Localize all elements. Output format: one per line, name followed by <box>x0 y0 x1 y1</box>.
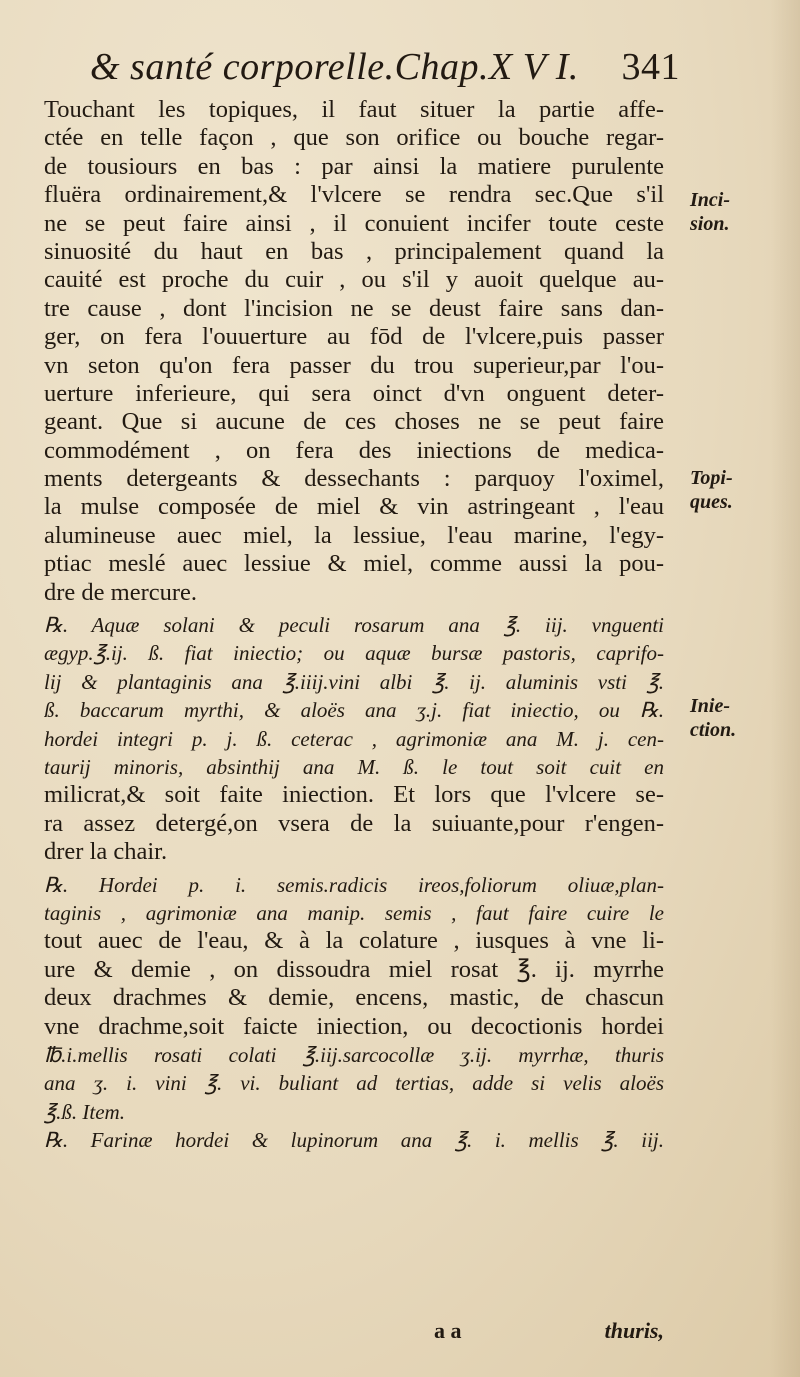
catchword: thuris, <box>604 1318 664 1343</box>
text-line: uerture inferieure, qui sera oinct d'vn onguent deter- <box>44 379 664 407</box>
text-line: dre de mercure. <box>44 578 198 606</box>
text-line: ger, on fera l'ouuerture au fōd de l'vlcere,puis passer <box>44 323 664 351</box>
page-number: 341 <box>621 46 680 88</box>
running-title: & santé corporelle.Chap.X V I. <box>90 46 579 88</box>
text-line: drer la chair. <box>44 838 168 866</box>
page-edge-shadow <box>770 0 800 1377</box>
recipe-line: ℞. Farinæ hordei & lupinorum ana ℥. i. mellis ℥. iij. <box>44 1128 664 1153</box>
text-line: alumineuse auec miel, la lessiue, l'eau marine, l'egy- <box>44 521 664 549</box>
signature-mark: a a <box>434 1318 462 1343</box>
text-line: geant. Que si aucune de ces choses ne se peut faire <box>44 408 664 436</box>
text-line: commodément , on fera des iniections de medica- <box>44 436 664 464</box>
recipe-line: ℔.i.mellis rosati colati ℥.iij.sarcocollæ ʒ.ij. myrrhæ, thuris <box>44 1042 664 1067</box>
text-line: vne drachme,soit faicte iniection, ou decoctionis hordei <box>44 1012 664 1040</box>
recipe-line: ℥.ß. Item. <box>44 1099 125 1124</box>
recipe-line: taurij minoris, absinthij ana M. ß. le tout soit cuit en <box>44 754 664 779</box>
text-line: la mulse composée de miel & vin astringeant , l'eau <box>44 493 664 521</box>
text-line: tout auec de l'eau, & à la colature , iusques à vne li- <box>44 927 664 955</box>
text-line: cauité est proche du cuir , ou s'il y auoit quelque au- <box>44 266 664 294</box>
text-line: ra assez detergé,on vsera de la suiuante,pour r'engen- <box>44 809 664 837</box>
text-line: Touchant les topiques, il faut situer la partie affe- <box>44 96 664 123</box>
recipe-line: lij & plantaginis ana ℥.iiij.vini albi ℥. ij. aluminis vsti ℥. <box>44 669 664 694</box>
recipe-line: ℞. Hordei p. i. semis.radicis ireos,foliorum oliuæ,plan- <box>44 872 664 897</box>
running-header <box>90 42 680 92</box>
margin-note-iniection: Inie- ction. <box>690 695 737 741</box>
text-line: ptiac meslé auec lessiue & miel, comme aussi la pou- <box>44 550 664 578</box>
text-line: de tousiours en bas : par ainsi la matiere purulente <box>44 152 664 180</box>
recipe-line: ægyp.℥.ij. ß. fiat iniectio; ou aquæ bursæ pastoris, caprifo- <box>44 641 664 666</box>
margin-note-topiques: Topi- ques. <box>690 467 733 513</box>
margin-note-incision: Inci- sion. <box>690 189 730 235</box>
page-footer <box>44 1318 664 1348</box>
recipe-line: ß. baccarum myrthi, & aloës ana ʒ.j. fiat iniectio, ou ℞. <box>44 698 664 723</box>
text-line: vn seton qu'on fera passer du trou superieur,par l'ou- <box>44 351 664 379</box>
text-line: ctée en telle façon , que son orifice ou bouche regar- <box>44 124 664 152</box>
recipe-line: taginis , agrimoniæ ana manip. semis , faut faire cuire le <box>44 900 664 925</box>
body-text <box>44 96 664 1154</box>
recipe-line: ℞. Aquæ solani & peculi rosarum ana ℥. iij. vnguenti <box>44 613 664 638</box>
text-line: ne se peut faire ainsi , il conuient incifer toute ceste <box>44 209 664 237</box>
text-line: fluëra ordinairement,& l'vlcere se rendra sec.Que s'il <box>44 181 664 209</box>
recipe-line: hordei integri p. j. ß. ceterac , agrimoniæ ana M. j. cen- <box>44 726 664 751</box>
text-line: milicrat,& soit faite iniection. Et lors que l'vlcere se- <box>44 781 664 809</box>
recipe-line: ana ʒ. i. vini ℥. vi. buliant ad tertias, adde si velis aloës <box>44 1071 664 1096</box>
text-line: ure & demie , on dissoudra miel rosat ℥. ij. myrrhe <box>44 955 664 983</box>
text-line: deux drachmes & demie, encens, mastic, de chascun <box>44 984 664 1012</box>
text-line: ments detergeants & dessechants : parquoy l'oximel, <box>44 465 664 493</box>
text-line: tre cause , dont l'incision ne se deust faire sans dan- <box>44 294 664 322</box>
text-line: sinuosité du haut en bas , principalement quand la <box>44 237 664 265</box>
